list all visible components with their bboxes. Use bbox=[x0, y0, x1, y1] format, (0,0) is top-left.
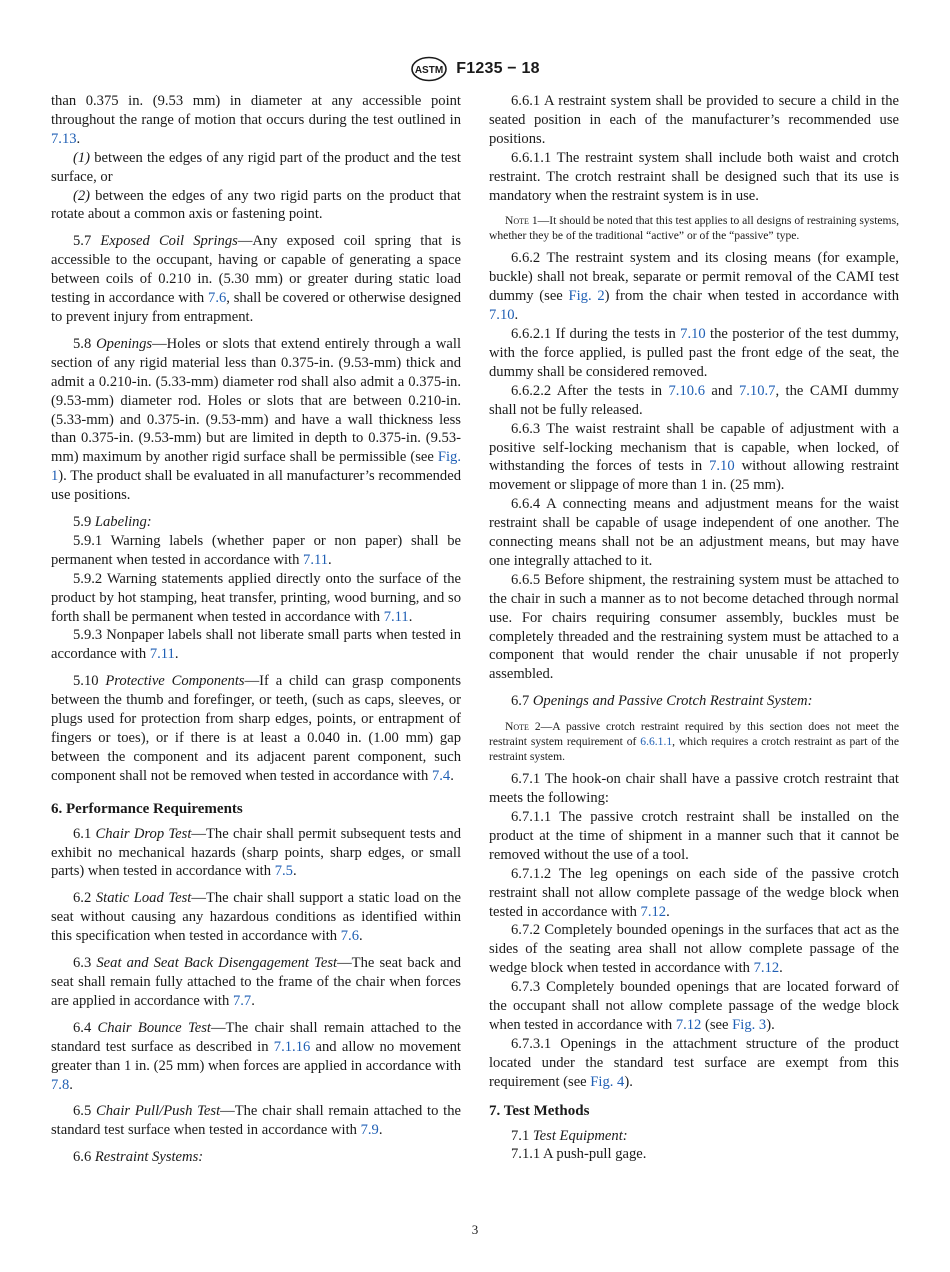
section-6-6-1-1: 6.6.1.1 The restraint system shall include both waist and crotch restraint. The crotch restraint shall be designed such that its use is mandatory when the restraint system is in use. bbox=[489, 149, 899, 204]
left-column bbox=[51, 92, 461, 1167]
section-6-7-2: 6.7.2 Completely bounded openings in the surfaces that act as the sides of the seating area shall not allow complete passage of the wedge block when tested in accordance with 7.12. bbox=[489, 922, 899, 977]
page-number: 3 bbox=[471, 1222, 479, 1237]
ref-link[interactable]: 7.12 bbox=[640, 903, 667, 920]
fig-link[interactable]: Fig. 4 bbox=[590, 1073, 625, 1090]
ref-link[interactable]: 7.13 bbox=[51, 130, 77, 147]
section-5-9: 5.9 Labeling: bbox=[73, 514, 152, 531]
section-6-6-1: 6.6.1 A restraint system shall be provided to secure a child in the seated position in each of the manufacturer’s recommended use positions. bbox=[489, 93, 899, 147]
ref-link[interactable]: 7.1.16 bbox=[273, 1038, 311, 1055]
section-6-5: 6.5 Chair Pull/Push Test—The chair shall remain attached to the standard test surface when tested in accordance with 7.9. bbox=[51, 1103, 461, 1139]
ref-link[interactable]: 7.10 bbox=[489, 307, 515, 324]
section-6-6-4: 6.6.4 A connecting means and adjustment means for the waist restraint shall be capable of usage independent of one another. The connecting means shall not be an adjustment means, but may have one integrally attached to it. bbox=[489, 496, 899, 569]
svg-text:ASTM: ASTM bbox=[415, 65, 444, 76]
ref-link[interactable]: 6.6.1.1 bbox=[640, 735, 673, 749]
section-6-2: 6.2 Static Load Test—The chair shall support a static load on the seat without causing any hazardous conditions as identified within this specification when tested in accordance with 7.6. bbox=[51, 890, 461, 945]
section-6-7-1-2: 6.7.1.2 The leg openings on each side of the passive crotch restraint shall not allow complete passage of the wedge block when tested in accordance with 7.12. bbox=[489, 865, 899, 920]
section-6-7: 6.7 Openings and Passive Crotch Restraint System: bbox=[511, 693, 813, 710]
section-5-9-1: 5.9.1 Warning labels (whether paper or non paper) shall be permanent when tested in accordance with 7.11. bbox=[51, 532, 461, 568]
section-5-10: 5.10 Protective Components—If a child can grasp components between the thumb and forefinger, or teeth, (such as caps, sleeves, or plugs used for protection from sharp edges, points, or entrapment of fingers or toes), or if there is at least a 0.040 in. (1.00 mm) gap between the component and its adjacent parent component, such component shall not be removed when tested in accordance with 7.4. bbox=[51, 673, 462, 784]
section-6-6: 6.6 Restraint Systems: bbox=[73, 1149, 204, 1166]
section-6-6-5: 6.6.5 Before shipment, the restraining system must be attached to the chair in such a manner as to not become detached through normal use. For chairs requiring consumer assembly, buckles must be completely threaded and the restraining system must be attached to a component that would render the chair unusable if not properly assembled. bbox=[489, 571, 899, 683]
paragraph: than 0.375 in. (9.53 mm) in diameter at any accessible point throughout the range of motion that occurs during the test outlined in 7.13. bbox=[51, 93, 461, 147]
fig-link[interactable]: Fig. 2 bbox=[568, 288, 605, 305]
section-5-7: 5.7 Exposed Coil Springs—Any exposed coil spring that is accessible to the occupant, having or capable of generating a space between coils of 0.210 in. (5.30 mm) or greater during static load testing in accordance with 7.6, shall be covered or otherwise designed to prevent injury from entrapment. bbox=[51, 233, 462, 325]
section-7-1: 7.1 Test Equipment: bbox=[511, 1127, 628, 1144]
ref-link[interactable]: 7.6 bbox=[208, 290, 227, 307]
section-5-9-2: 5.9.2 Warning statements applied directly onto the surface of the product by hot stamping, heat transfer, printing, wood burning, and so forth shall be permanent when tested in accordance with 7.11. bbox=[51, 570, 461, 625]
section-6-6-2: 6.6.2 The restraint system and its closing means (for example, buckle) shall not break, separate or permit removal of the CAMI test dummy (see Fig. 2) from the chair when tested in accordance with 7.10. bbox=[489, 250, 900, 324]
ref-link[interactable]: 7.8 bbox=[51, 1076, 70, 1093]
paragraph: (2) between the edges of any two rigid parts on the product that rotate about a common axis or fastening point. bbox=[51, 187, 461, 223]
paragraph: (1) between the edges of any rigid part of the product and the test surface, or bbox=[51, 149, 461, 185]
note-1: Note 1—It should be noted that this test applies to all designs of restraining systems, whether they be of the traditional “active” or of the “passive” type. bbox=[489, 214, 899, 243]
section-6-7-3-1: 6.7.3.1 Openings in the attachment structure of the product located under the standard test surface are exempt from this requirement (see Fig. 4). bbox=[489, 1035, 899, 1090]
ref-link[interactable]: 7.4 bbox=[431, 767, 451, 784]
ref-link[interactable]: 7.9 bbox=[360, 1122, 379, 1139]
ref-link[interactable]: 7.10.6 bbox=[668, 382, 705, 399]
ref-link[interactable]: 7.6 bbox=[340, 928, 359, 945]
astm-logo-icon bbox=[410, 56, 448, 82]
section-6-7-3: 6.7.3 Completely bounded openings that are located forward of the occupant shall not allow complete passage of the wedge block when tested in accordance with 7.12 (see Fig. 3). bbox=[489, 979, 899, 1033]
ref-link[interactable]: 7.11 bbox=[303, 551, 329, 568]
fig-link[interactable]: Fig. 1 bbox=[51, 449, 461, 485]
section-6-7-1: 6.7.1 The hook-on chair shall have a passive crotch restraint that meets the following: bbox=[489, 771, 899, 807]
section-5-9-3: 5.9.3 Nonpaper labels shall not liberate small parts when tested in accordance with 7.11. bbox=[51, 627, 461, 663]
fig-link[interactable]: Fig. 3 bbox=[732, 1016, 767, 1033]
ref-link[interactable]: 7.11 bbox=[149, 646, 175, 663]
section-6-6-3: 6.6.3 The waist restraint shall be capable of adjustment with a positive self-locking mechanism that is capable, when locked, of withstanding the forces of tests in 7.10 without allowing restraint movement or slippage of more than 1 in. (25 mm). bbox=[489, 420, 899, 494]
right-column bbox=[489, 92, 899, 1164]
document-id: F1235 − 18 bbox=[456, 60, 540, 77]
section-6-3: 6.3 Seat and Seat Back Disengagement Test—The seat back and seat shall remain fully attached to the frame of the chair when forces are applied in accordance with 7.7. bbox=[51, 955, 462, 1009]
section-7-heading: 7. Test Methods bbox=[489, 1102, 590, 1119]
section-6-4: 6.4 Chair Bounce Test—The chair shall remain attached to the standard test surface as described in 7.1.16 and allow no movement greater than 1 in. (25 mm) when forces are applied in accordance with 7.8. bbox=[51, 1019, 462, 1093]
section-6-6-2-2: 6.6.2.2 After the tests in 7.10.6 and 7.10.7, the CAMI dummy shall not be fully released. bbox=[489, 382, 899, 418]
section-6-6-2-1: 6.6.2.1 If during the tests in 7.10 the posterior of the test dummy, with the force applied, is pulled past the front edge of the seat, the dummy shall be considered removed. bbox=[489, 326, 899, 380]
section-5-8: 5.8 Openings—Holes or slots that extend entirely through a wall section of any rigid material less than 0.375-in. (9.53-mm) thick and admit a 0.210-in. (5.33-mm) diameter rod shall also admit a 0.375-in. (9.53-mm) diameter rod. Holes or slots that are between 0.210-in. (5.33-mm) and 0.375-in. (9.53-mm) and have a wall thickness less than 0.375-in. (9.53-mm) but are limited in depth to 0.375-in. (9.53-mm) maximum by another rigid surface shall be permissible (see Fig. 1). The product shall be evaluated in all manufacturer’s recommended use positions. bbox=[51, 335, 462, 504]
section-6-heading: 6. Performance Requirements bbox=[51, 800, 243, 817]
note-2: Note 2—A passive crotch restraint required by this section does not meet the restraint system requirement of 6.6.1.1, which requires a crotch restraint as part of the restraint system. bbox=[489, 720, 899, 764]
ref-link[interactable]: 7.10 bbox=[709, 458, 735, 475]
ref-link[interactable]: 7.10.7 bbox=[738, 382, 776, 399]
ref-link[interactable]: 7.5 bbox=[274, 863, 293, 880]
ref-link[interactable]: 7.10 bbox=[680, 326, 706, 343]
ref-link[interactable]: 7.7 bbox=[232, 992, 252, 1009]
section-6-1: 6.1 Chair Drop Test—The chair shall permit subsequent tests and exhibit no mechanical hazards (sharp points, sharp edges, or small parts) when tested in accordance with 7.5. bbox=[51, 825, 461, 880]
page-header bbox=[0, 56, 950, 82]
ref-link[interactable]: 7.11 bbox=[383, 608, 409, 625]
ref-link[interactable]: 7.12 bbox=[675, 1016, 702, 1033]
section-6-7-1-1: 6.7.1.1 The passive crotch restraint shall be installed on the product at the time of shipment in a manner such that it cannot be removed without the use of a tool. bbox=[489, 809, 899, 863]
section-7-1-1: 7.1.1 A push-pull gage. bbox=[511, 1146, 647, 1163]
ref-link[interactable]: 7.12 bbox=[753, 960, 780, 977]
